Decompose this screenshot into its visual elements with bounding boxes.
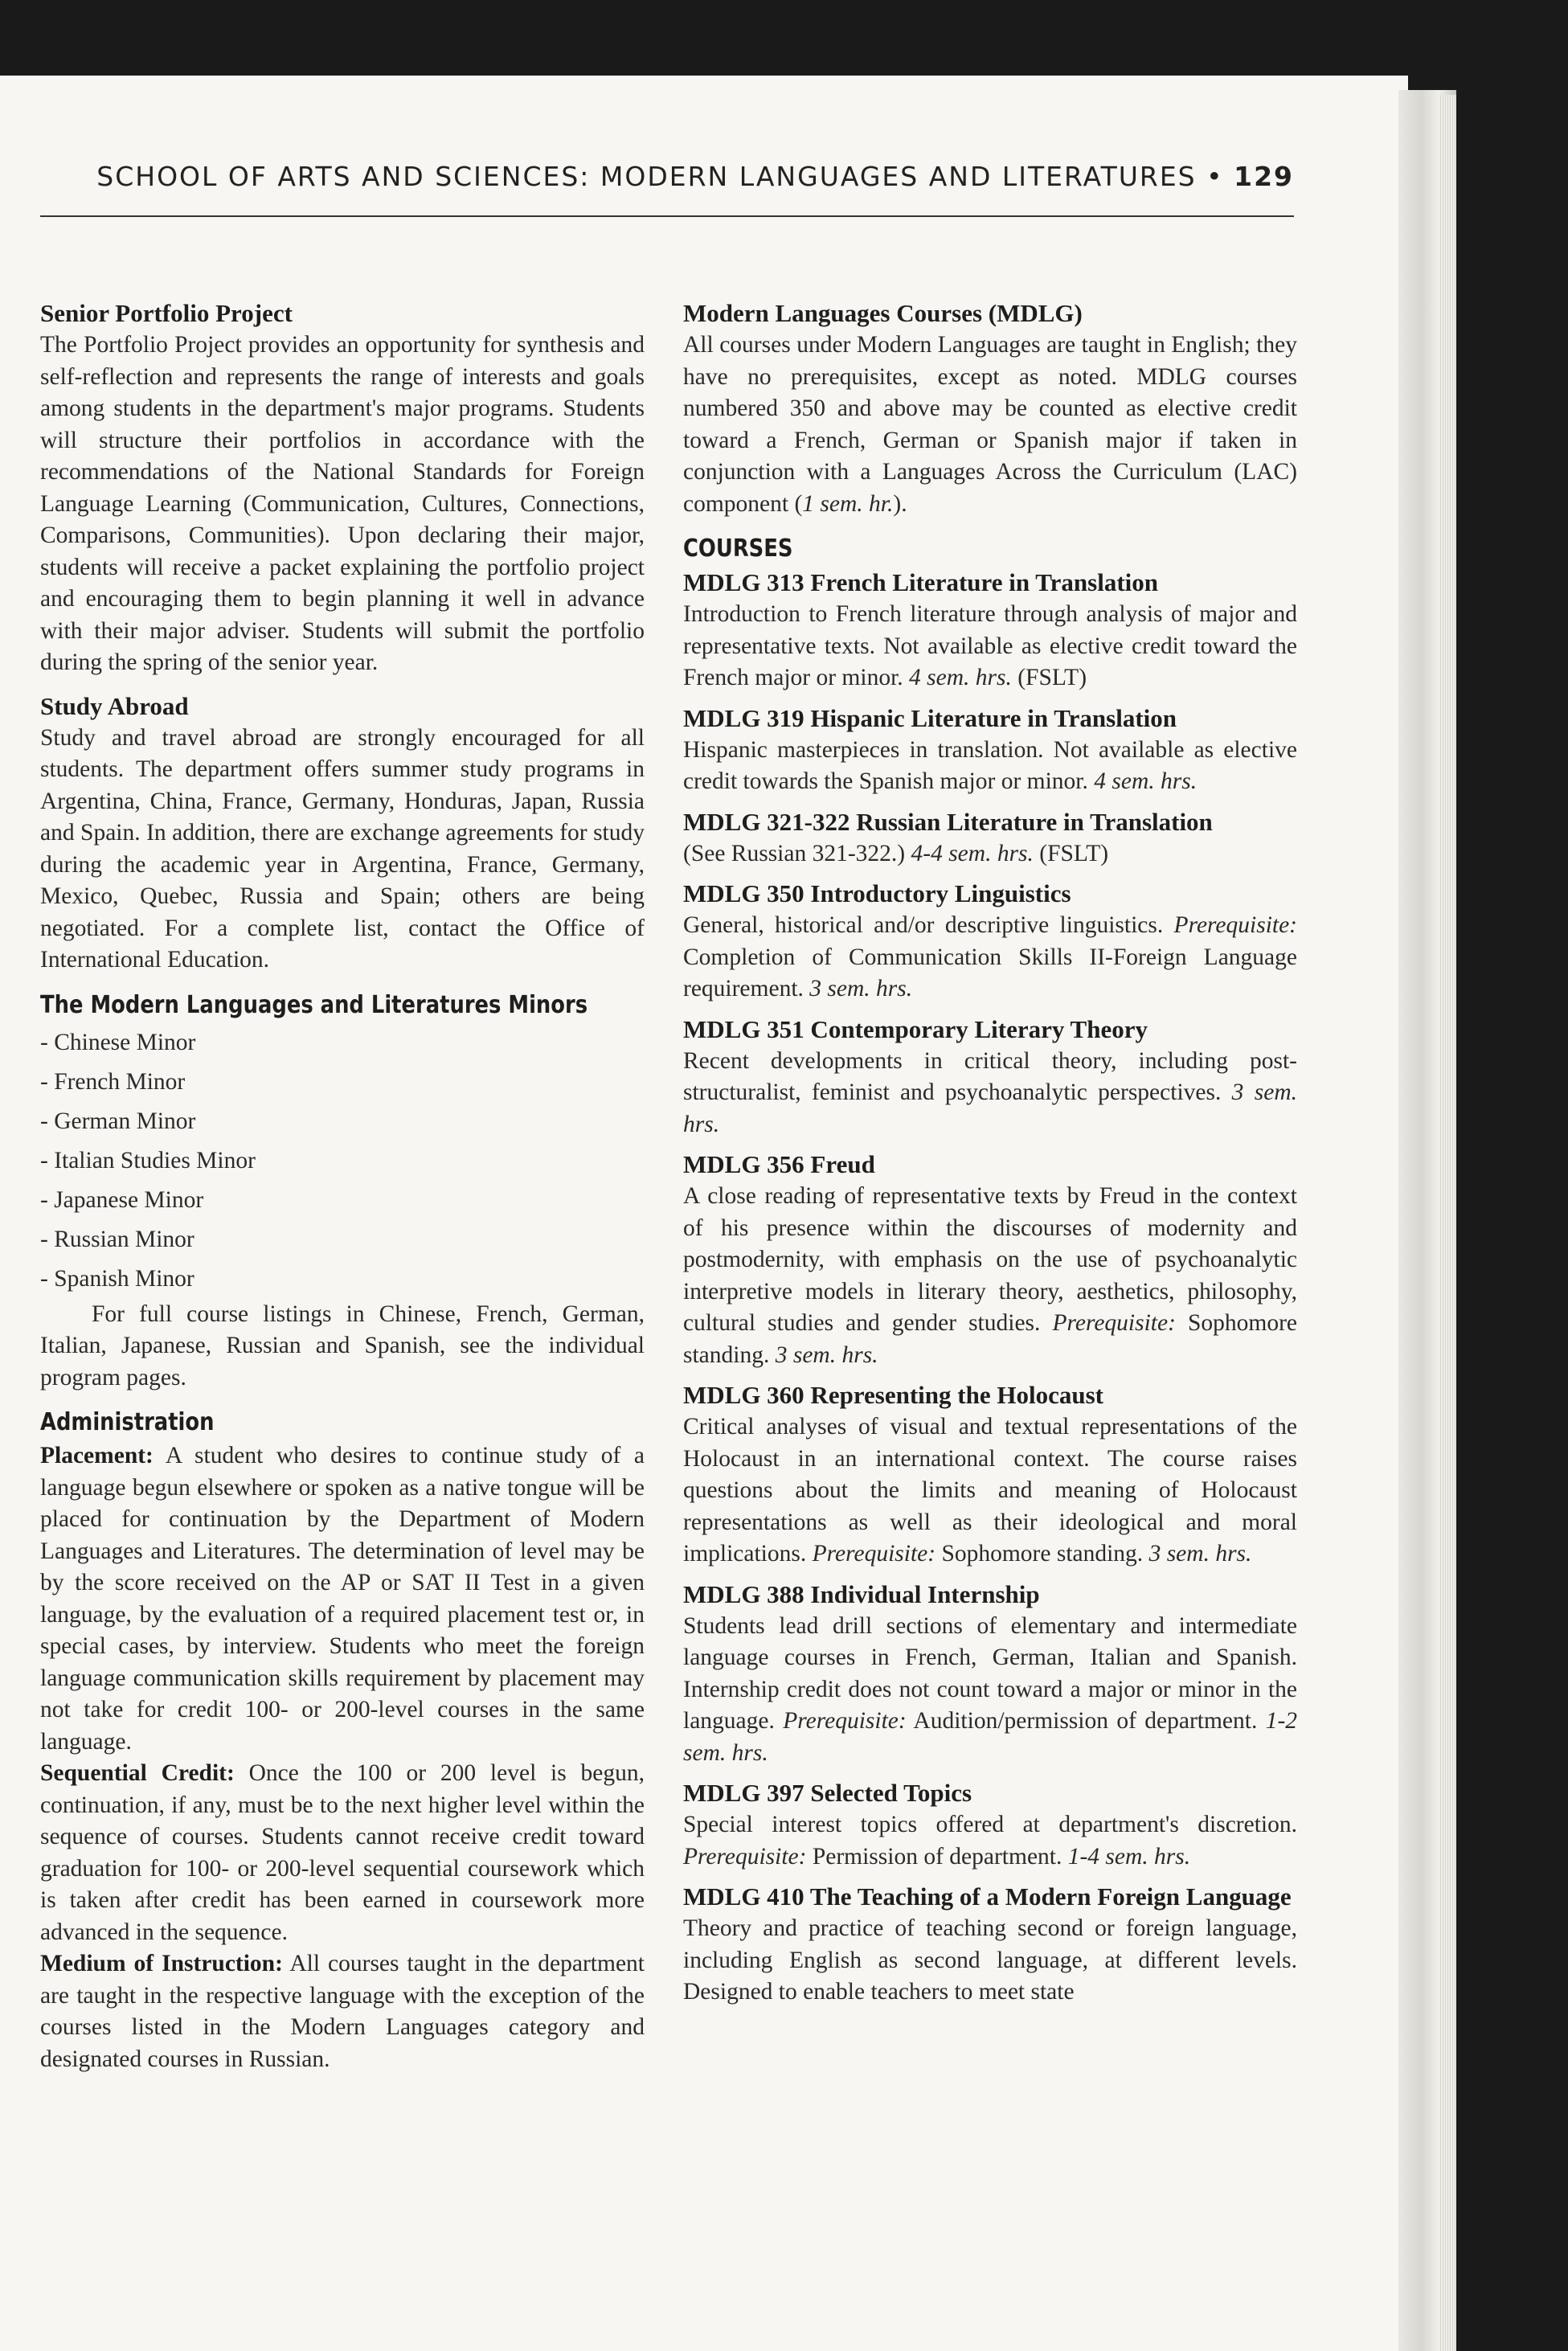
course-credit: 3 sem. hrs. [683,1079,1297,1137]
placement-paragraph [40,1440,645,1758]
course-desc-text: Students lead drill sections of elementary and intermediate language courses in French, German, Italian and Spanish. Internship credit does not count toward a major or minor in the language. [683,1612,1297,1734]
course-prereq-label: Prerequisite: [683,1843,807,1870]
course-desc-text: General, historical and/or descriptive linguistics. [683,912,1164,938]
course-tail: (FSLT) [1039,840,1109,866]
placement-label: Placement: [40,1443,154,1468]
course-description: Theory and practice of teaching second or foreign language, including English as second language, at different levels. Designed to enable teachers to meet state [683,1915,1297,2005]
course-entry [683,1777,1297,1873]
study-abroad-heading: Study Abroad [40,691,189,720]
course-credit: 3 sem. hrs. [1148,1541,1252,1567]
senior-portfolio-section [40,297,645,679]
course-entry [683,1579,1297,1770]
course-entry [683,1881,1297,2009]
course-title: MDLG 410 The Teaching of a Modern Foreign Language [683,1882,1292,1911]
course-credit: 4-4 sem. hrs. [911,840,1034,866]
list-item: - French Minor [40,1068,186,1095]
course-desc-text: Introduction to French literature through analysis of major and representative texts. Not available as elective credit toward the French major or minor. [683,601,1297,690]
medium-of-instruction-body: All courses taught in the department are taught in the respective language with the exception of the courses listed in the Modern Languages category and designated courses in Russian. [40,1951,645,2072]
course-credit: 3 sem. hrs. [809,976,913,1001]
mdlg-body-credit: 1 sem. hr. [802,490,894,517]
medium-of-instruction-label: Medium of Instruction: [40,1951,283,1976]
course-tail: (FSLT) [1017,665,1087,690]
course-desc-text: (See Russian 321-322.) [683,840,906,866]
course-description [683,1809,1297,1873]
list-item: - Russian Minor [40,1226,194,1252]
course-title: MDLG 360 Representing the Holocaust [683,1381,1103,1409]
course-prereq: Completion of Communication Skills II-Foreign Language requirement. [683,944,1297,1001]
running-title: SCHOOL OF ARTS AND SCIENCES: MODERN LANGUAGES AND LITERATURES [96,161,1197,192]
study-abroad-body: Study and travel abroad are strongly encouraged for all students. The department offers summer study programs in Argentina, China, France, Germany, Honduras, Japan, Russia and Spain. In addition, there are exchange agreements for study during the academic year in Argentina, France, Germany, Mexico, Quebec, Russia and Spain; others are being negotiated. For a complete list, contact the Office of International Education. [40,724,645,973]
course-title: MDLG 313 French Literature in Translation [683,568,1158,596]
sequential-credit-body: Once the 100 or 200 level is begun, continuation, if any, must be to the next higher level within the sequence of courses. Students cannot receive credit toward graduation for 100- or 200-level sequential coursework which is taken after credit has been earned in coursework more advanced in the sequence. [40,1760,645,1945]
mdlg-body-text: All courses under Modern Languages are taught in English; they have no prerequisites, except as noted. MDLG courses numbered 350 and above may be counted as elective credit toward a French, German or Spanish major if taken in conjunction with a Languages Across the Curriculum (LAC) component ( [683,332,1297,517]
header-rule [40,215,1294,217]
list-item: - German Minor [40,1108,196,1134]
course-prereq: Sophomore standing. [683,1310,1297,1368]
course-credit: 4 sem. hrs. [909,665,1012,690]
course-prereq-label: Prerequisite: [783,1708,907,1734]
list-item: - Japanese Minor [40,1186,204,1213]
course-description [683,838,1297,870]
sequential-credit-label: Sequential Credit: [40,1760,235,1786]
mdlg-body [683,330,1297,520]
course-prereq-label: Prerequisite: [812,1541,936,1567]
course-description [683,1181,1297,1371]
course-entry [683,1014,1297,1141]
list-item: - Italian Studies Minor [40,1147,256,1173]
course-prereq-label: Prerequisite: [1052,1310,1176,1336]
course-credit: 1-2 sem. hrs. [683,1708,1298,1766]
course-entry [683,702,1297,798]
mdlg-body-end: ). [893,490,907,517]
administration-section [40,1405,645,2075]
minors-section [40,988,645,1395]
list-item: - Chinese Minor [40,1029,196,1055]
page-edge-stack [1439,95,1456,2351]
course-title: MDLG 388 Individual Internship [683,1579,1040,1608]
study-abroad-section [40,690,645,977]
mdlg-heading: Modern Languages Courses (MDLG) [683,299,1083,327]
course-entry [683,806,1297,870]
course-prereq: Permission of department. [812,1843,1062,1870]
administration-heading: Administration [40,1408,215,1436]
course-entry [683,567,1297,694]
course-list [683,567,1297,2009]
course-entry [683,1379,1297,1571]
course-description [683,1046,1297,1141]
course-prereq: Audition/permission of department. [913,1708,1258,1734]
course-credit: 4 sem. hrs. [1094,768,1197,794]
list-item: - Spanish Minor [40,1265,194,1292]
course-description [683,910,1297,1006]
course-prereq-label: Prerequisite: [1173,912,1298,938]
course-desc-text: Hispanic masterpieces in translation. Not available as elective credit towards the Spanish major or minor. [683,736,1297,794]
left-column [40,297,645,2087]
page-number: 129 [1234,161,1294,192]
course-description [683,1611,1297,1770]
courses-heading: COURSES [683,535,793,563]
course-title: MDLG 356 Freud [683,1150,875,1178]
course-entry [683,878,1297,1006]
minors-heading: The Modern Languages and Literatures Minors [40,990,588,1019]
course-credit: 1-4 sem. hrs. [1067,1843,1191,1870]
course-desc-text: Critical analyses of visual and textual representations of the Holocaust in an international context. The course raises questions about the limits and meaning of Holocaust representations as well as their ideological and moral implications. [683,1414,1297,1567]
course-entry [683,1149,1297,1371]
course-title: MDLG 397 Selected Topics [683,1779,972,1807]
running-header [40,161,1294,192]
course-description [683,599,1297,694]
placement-body: A student who desires to continue study of a language begun elsewhere or spoken as a native tongue will be placed for continuation by the Department of Modern Languages and Literatures. The determination of level may be by the score received on the AP or SAT II Test in a given language, by the evaluation of a required placement test or, in special cases, by interview. Students who meet the foreign language communication skills requirement by placement may not take for credit 100- or 200-level courses in the same language. [40,1443,645,1755]
course-title: MDLG 351 Contemporary Literary Theory [683,1014,1148,1043]
senior-portfolio-body: The Portfolio Project provides an opportunity for synthesis and self-reflection and represents the range of interests and goals among students in the department's major programs. Students will structure their portfolios in accordance with the recommendations of the National Standards for Foreign Language Learning (Communication, Cultures, Connections, Comparisons, Communities). Upon declaring their major, students will receive a packet explaining the portfolio project and encouraging them to begin planning it well in advance with their major adviser. Students will submit the portfolio during the spring of the senior year. [40,332,645,675]
course-description [683,1411,1297,1571]
right-column [683,297,1297,2017]
mdlg-intro-section [683,297,1297,520]
course-title: MDLG 319 Hispanic Literature in Translation [683,703,1177,732]
header-bullet: • [1206,161,1224,192]
medium-of-instruction-paragraph [40,1948,645,2075]
course-desc-text: Recent developments in critical theory, including post-structuralist, feminist and psychoanalytic perspectives. [683,1047,1297,1105]
course-description [683,735,1297,798]
sequential-credit-paragraph [40,1758,645,1948]
course-credit: 3 sem. hrs. [775,1341,878,1368]
course-title: MDLG 321-322 Russian Literature in Translation [683,807,1213,836]
course-title: MDLG 350 Introductory Linguistics [683,879,1071,907]
course-desc-text: A close reading of representative texts by Freud in the context of his presence within the discourses of modernity and postmodernity, with emphasis on the use of psychoanalytic interpretive models in literary theory, aesthetics, philosophy, cultural studies and gender studies. [683,1183,1297,1336]
course-desc-text: Special interest topics offered at department's discretion. [683,1812,1297,1837]
course-prereq: Sophomore standing. [941,1541,1144,1567]
minors-list [40,1023,645,1299]
senior-portfolio-heading: Senior Portfolio Project [40,299,293,327]
minors-note: For full course listings in Chinese, French, German, Italian, Japanese, Russian and Spanish, see the individual program pages. [40,1300,645,1391]
